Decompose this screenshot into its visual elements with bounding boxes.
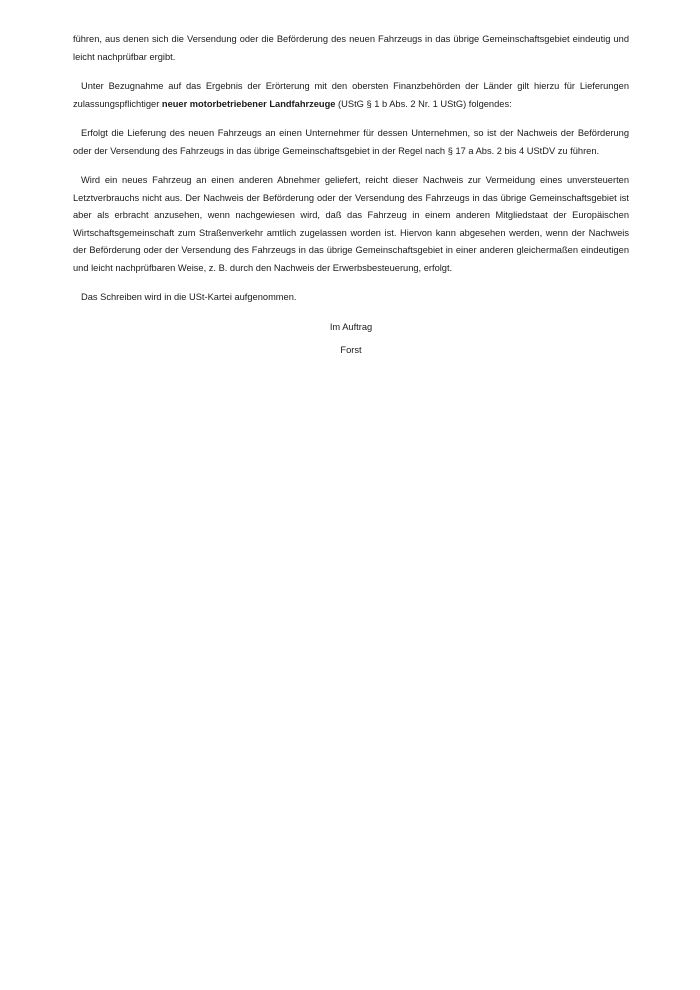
paragraph-entrepreneur: Erfolgt die Lieferung des neuen Fahrzeugs an einen Unternehmer für dessen Unternehmen, so ist der Nachweis der Beförderung oder der Versendung des Fahrzeugs in das übrige Gemeinschaftsgebiet in der Regel nach § 17 a Abs. 2 bis 4 UStDV zu führen. — [73, 128, 629, 156]
paragraph-reference — [73, 78, 629, 113]
paragraph-other-buyer: Wird ein neues Fahrzeug an einen anderen Abnehmer geliefert, reicht dieser Nachweis zur Vermeidung eines unversteuerten Letztverbrauchs nicht aus. Der Nachweis der Beförderung oder der Versendung des Fahrzeugs in das übrige Gemeinschaftsgebiet ist aber als erbracht anzusehen, wenn nachgewiesen wird, daß das Fahrzeug in einem anderen Mitgliedstaat der Europäischen Wirtschaftsgemeinschaft zum Straßenverkehr amtlich zugelassen worden ist. Hiervon kann abgesehen werden, wenn der Nachweis der Beförderung oder der Versendung des Fahrzeugs in das übrige Gemeinschaftsgebiet in einer anderen gleichermaßen eindeutigen und leicht nachprüfbaren Weise, z. B. durch den Nachweis der Erwerbsbesteuerung, erfolgt. — [73, 175, 629, 273]
paragraph-filing: Das Schreiben wird in die USt-Kartei aufgenommen. — [81, 292, 297, 302]
paragraph-reference-bold-term: neuer motorbetriebener Landfahrzeuge — [161, 98, 336, 109]
paragraph-reference-text-before: Unter Bezugnahme auf das Ergebnis der Erörterung mit den obersten Finanzbehörden der Länder gilt hierzu für Lieferungen zulassungspflichtiger — [73, 81, 629, 109]
paragraph-reference-text-after: (UStG § 1 b Abs. 2 Nr. 1 UStG) folgendes: — [335, 98, 512, 109]
signature-name: Forst — [340, 345, 362, 355]
paragraph-continued: führen, aus denen sich die Versendung oder die Beförderung des neuen Fahrzeugs in das übrige Gemeinschaftsgebiet eindeutig und leicht nachprüfbar ergibt. — [73, 34, 629, 62]
document-page — [73, 31, 629, 360]
signature-office: Im Auftrag — [329, 321, 373, 332]
